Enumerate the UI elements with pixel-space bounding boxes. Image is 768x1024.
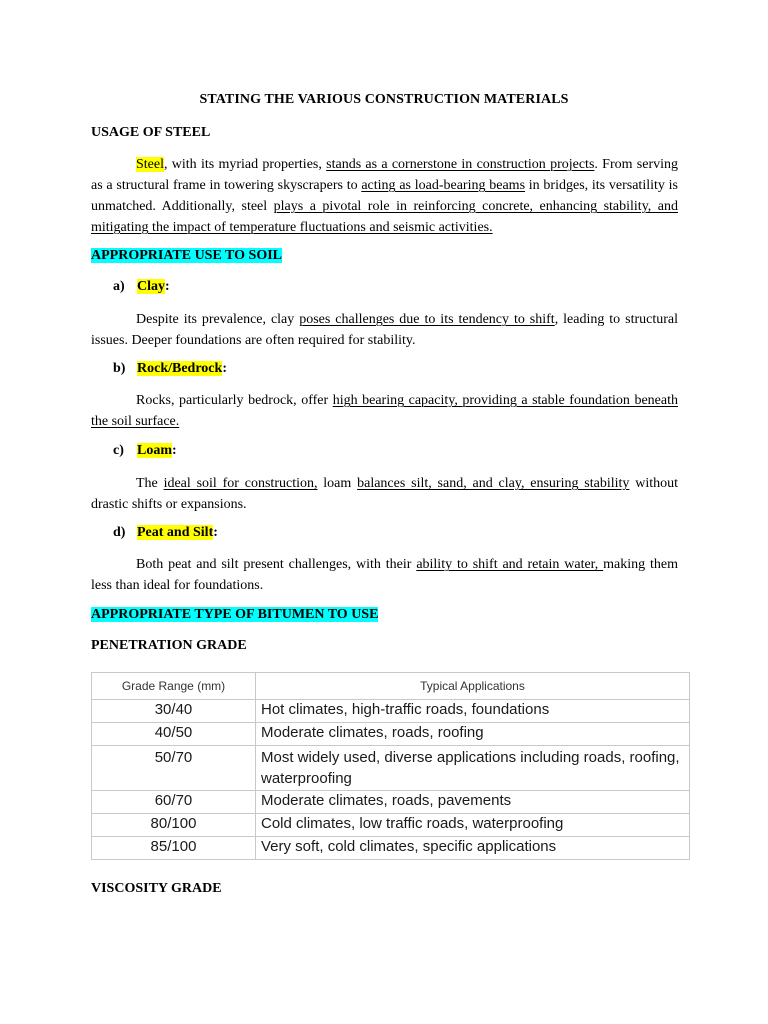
application-cell: Hot climates, high-traffic roads, foundations: [256, 700, 690, 723]
grade-cell: 50/70: [92, 746, 256, 791]
table-row: [92, 700, 690, 723]
soil-name: Rock/Bedrock: [137, 361, 223, 376]
table-header-row: [92, 673, 690, 700]
peat-silt-paragraph: Both peat and silt present challenges, with their ability to shift and retain water, making them less than ideal for foundations.: [91, 557, 678, 593]
page-title: STATING THE VARIOUS CONSTRUCTION MATERIALS: [199, 92, 569, 107]
steel-underlined: acting as load-bearing beams: [361, 178, 526, 193]
steel-text: . From serving as a structural frame in towering skyscrapers to: [91, 157, 678, 193]
application-cell: Very soft, cold climates, specific applications: [256, 837, 690, 860]
soil-item-loam: [113, 443, 177, 459]
steel-text: in bridges, its versatility is unmatched. Additionally, steel: [91, 178, 678, 214]
viscosity-grade-heading: VISCOSITY GRADE: [91, 881, 222, 896]
steel-underlined: stands as a cornerstone in construction projects: [326, 157, 595, 172]
application-cell: Moderate climates, roads, roofing: [256, 723, 690, 746]
colon: :: [213, 525, 218, 540]
soil-heading: APPROPRIATE USE TO SOIL: [91, 248, 282, 263]
grade-cell: 30/40: [92, 700, 256, 723]
list-letter: d): [113, 525, 126, 540]
colon: :: [222, 361, 227, 376]
soil-item-peat-silt: [113, 525, 218, 541]
colon: :: [172, 443, 177, 458]
table-row: [92, 814, 690, 837]
steel-underlined: plays a pivotal role in reinforcing concrete, enhancing stability, and mitigating the impact of temperature fluctuations and seismic activities.: [91, 199, 678, 235]
application-cell: Cold climates, low traffic roads, waterproofing: [256, 814, 690, 837]
column-header: Typical Applications: [256, 673, 690, 700]
soil-item-clay: [113, 279, 170, 295]
grade-cell: 40/50: [92, 723, 256, 746]
grade-cell: 60/70: [92, 791, 256, 814]
table-row: [92, 723, 690, 746]
steel-paragraph: [91, 154, 678, 238]
colon: :: [165, 279, 170, 294]
list-letter: a): [113, 279, 125, 294]
penetration-grade-table: [91, 672, 690, 860]
steel-heading: USAGE OF STEEL: [91, 125, 211, 140]
loam-paragraph: The ideal soil for construction, loam balances silt, sand, and clay, ensuring stability without drastic shifts or expansions.: [91, 476, 678, 512]
grade-cell: 80/100: [92, 814, 256, 837]
list-letter: c): [113, 443, 124, 458]
soil-name: Peat and Silt: [137, 525, 214, 540]
penetration-grade-heading: PENETRATION GRADE: [91, 638, 247, 653]
rock-paragraph: Rocks, particularly bedrock, offer high bearing capacity, providing a stable foundation beneath the soil surface.: [91, 393, 678, 429]
list-letter: b): [113, 361, 126, 376]
soil-name: Loam: [137, 443, 172, 458]
steel-term: Steel: [136, 157, 164, 172]
bitumen-heading: APPROPRIATE TYPE OF BITUMEN TO USE: [91, 607, 379, 622]
table-row: [92, 746, 690, 791]
clay-paragraph: Despite its prevalence, clay poses challenges due to its tendency to shift, leading to structural issues. Deeper foundations are often required for stability.: [91, 312, 678, 348]
soil-name: Clay: [137, 279, 165, 294]
grade-cell: 85/100: [92, 837, 256, 860]
soil-item-rock: [113, 361, 227, 377]
table-row: [92, 837, 690, 860]
column-header: Grade Range (mm): [92, 673, 256, 700]
application-cell: Moderate climates, roads, pavements: [256, 791, 690, 814]
table-row: [92, 791, 690, 814]
application-cell: Most widely used, diverse applications including roads, roofing, waterproofing: [256, 746, 690, 791]
steel-text: , with its myriad properties,: [164, 157, 327, 172]
